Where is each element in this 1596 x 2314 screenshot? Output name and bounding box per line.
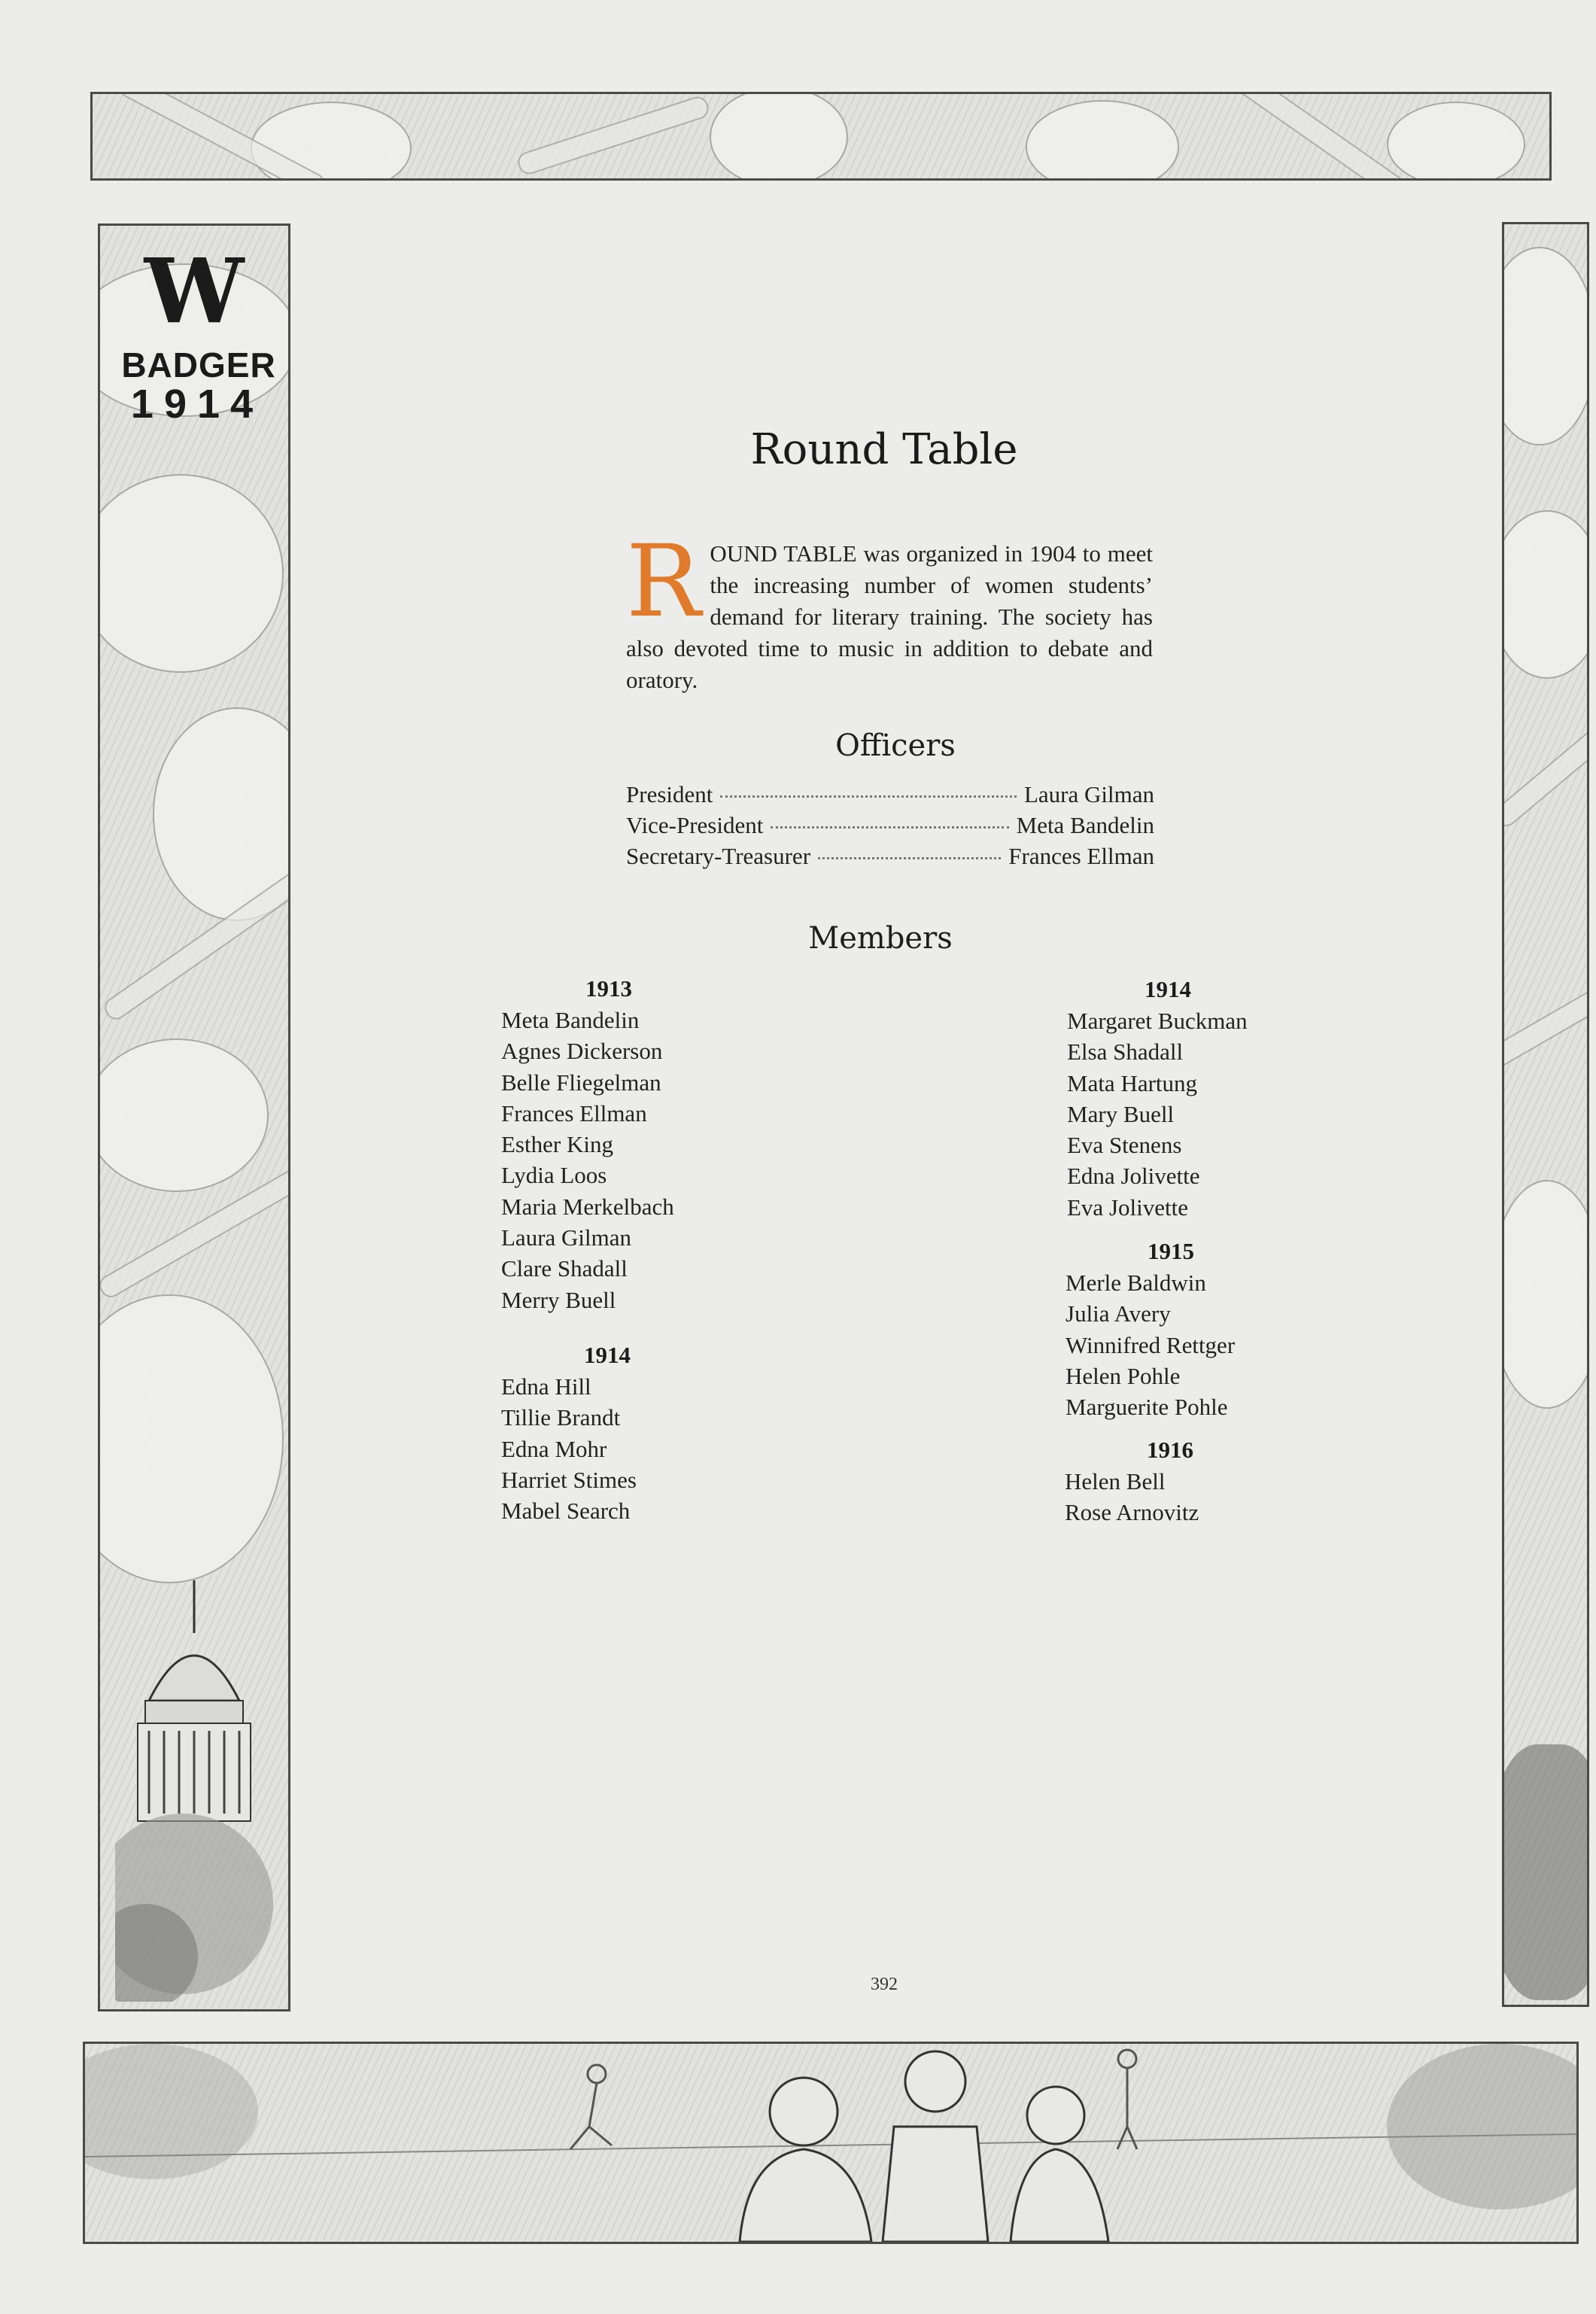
branch-shape (515, 94, 711, 177)
member-name: Julia Avery (1066, 1300, 1171, 1327)
cloud-shape (1026, 100, 1179, 181)
class-year-heading: 1913 (585, 975, 632, 1002)
cloud-shape (1387, 102, 1525, 181)
branch-shape (1502, 724, 1589, 830)
member-list (501, 1371, 637, 1526)
badge-year: 1914 (130, 382, 264, 427)
ground-line (85, 2134, 1576, 2157)
cloud-shape (1502, 510, 1589, 679)
member-name: Lydia Loos (501, 1162, 607, 1189)
cloud-shape (1502, 247, 1589, 445)
member-list (1066, 1267, 1235, 1422)
officer-name: Frances Ellman (1008, 843, 1154, 869)
member-name: Mabel Search (501, 1498, 631, 1525)
member-name: Eva Stenens (1067, 1132, 1182, 1159)
member-name: Maria Merkelbach (501, 1193, 674, 1220)
branch-shape (1502, 981, 1589, 1070)
officers-heading: Officers (835, 728, 956, 763)
foliage-shape (1502, 1744, 1589, 2000)
member-name: Frances Ellman (501, 1099, 647, 1127)
dot-leader (818, 857, 1001, 859)
bottom-decorative-illustration (83, 2042, 1579, 2244)
member-name: Edna Jolivette (1067, 1163, 1200, 1190)
member-name: Edna Hill (501, 1373, 591, 1400)
cloud-shape (98, 1294, 284, 1583)
member-name: Merle Baldwin (1066, 1270, 1206, 1296)
right-decorative-border (1502, 222, 1589, 2007)
dropcap-letter: R (626, 524, 701, 640)
member-name: Margaret Buckman (1067, 1008, 1248, 1034)
standing-figure (1117, 2050, 1137, 2149)
member-list (1067, 1005, 1248, 1223)
dot-leader (771, 826, 1008, 829)
tree-shape (85, 2044, 258, 2179)
page-number: 392 (871, 1975, 898, 1994)
member-name: Winnifred Rettger (1066, 1331, 1236, 1358)
officer-role: President (626, 781, 713, 807)
cloud-shape (1502, 1180, 1589, 1409)
member-name: Harriet Stimes (501, 1466, 637, 1493)
branch-shape (1233, 92, 1408, 181)
member-list (1065, 1466, 1199, 1528)
officer-row (626, 843, 1154, 873)
officer-row (626, 781, 1154, 811)
member-name: Eva Jolivette (1067, 1193, 1188, 1221)
cloud-shape (98, 474, 284, 673)
badge-name: BADGER (121, 345, 276, 385)
tennis-player-figure (570, 2065, 612, 2149)
member-name: Edna Mohr (501, 1435, 607, 1462)
cloud-shape (710, 92, 848, 181)
officer-row (626, 812, 1154, 842)
members-heading: Members (808, 921, 953, 956)
member-name: Elsa Shadall (1067, 1038, 1184, 1066)
member-list (501, 1005, 674, 1315)
officer-name: Laura Gilman (1023, 781, 1154, 807)
dot-leader (720, 795, 1017, 798)
member-name: Meta Bandelin (501, 1007, 640, 1033)
officer-role: Vice-President (626, 812, 764, 838)
member-name: Clare Shadall (501, 1255, 628, 1282)
member-name: Mary Buell (1067, 1100, 1175, 1127)
tree-shape (1387, 2044, 1576, 2209)
officer-name: Meta Bandelin (1016, 812, 1154, 838)
member-name: Rose Arnovitz (1065, 1499, 1199, 1526)
member-name: Mata Hartung (1067, 1069, 1198, 1096)
member-name: Esther King (501, 1131, 613, 1158)
member-name: Helen Bell (1065, 1468, 1166, 1495)
officer-role: Secretary-Treasurer (626, 843, 811, 869)
member-name: Tillie Brandt (501, 1404, 621, 1431)
member-name: Belle Fliegelman (501, 1069, 661, 1096)
intro-text: OUND TABLE was organized in 1904 to meet the increasing number of women students’ demand for literary training. The society has also devoted time to music in addition to debate and oratory. (626, 540, 1153, 693)
badge-letter: W (144, 239, 245, 343)
class-year-heading: 1914 (1145, 976, 1191, 1002)
intro-paragraph (626, 524, 1153, 696)
top-decorative-border (90, 92, 1552, 181)
cloud-shape (98, 1038, 269, 1192)
page-title: Round Table (750, 425, 1018, 474)
member-name: Agnes Dickerson (501, 1038, 663, 1065)
class-year-heading: 1916 (1147, 1437, 1193, 1463)
member-name: Merry Buell (501, 1286, 616, 1313)
member-name: Laura Gilman (501, 1224, 632, 1251)
class-year-heading: 1915 (1148, 1238, 1194, 1264)
left-decorative-border (98, 223, 290, 2011)
capitol-dome-illustration (115, 1580, 273, 2002)
member-name: Marguerite Pohle (1066, 1394, 1228, 1421)
member-name: Helen Pohle (1066, 1362, 1181, 1389)
class-year-heading: 1914 (584, 1342, 631, 1368)
